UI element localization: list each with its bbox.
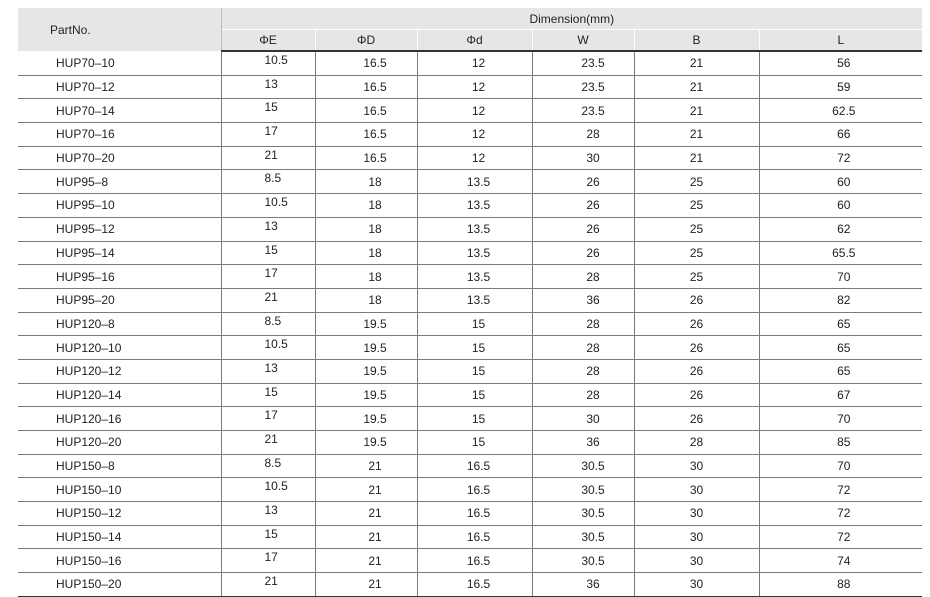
l-cell: 65 bbox=[759, 312, 922, 336]
w-cell: 23.5 bbox=[532, 75, 634, 99]
l-cell: 85 bbox=[759, 431, 922, 455]
phi-e-cell: 13 bbox=[221, 359, 315, 383]
b-cell: 30 bbox=[634, 502, 759, 526]
part-number-cell: HUP70–16 bbox=[18, 123, 221, 147]
part-number-cell: HUP120–20 bbox=[18, 431, 221, 455]
phi-d-cell: 18 bbox=[315, 265, 417, 289]
phi-d-cell: 18 bbox=[315, 217, 417, 241]
l-cell: 67 bbox=[759, 383, 922, 407]
table-row bbox=[18, 75, 922, 99]
l-cell: 66 bbox=[759, 123, 922, 147]
w-cell: 36 bbox=[532, 573, 634, 597]
part-number-cell: HUP70–20 bbox=[18, 146, 221, 170]
l-cell: 72 bbox=[759, 502, 922, 526]
phi-e-cell: 21 bbox=[221, 431, 315, 455]
table-row bbox=[18, 265, 922, 289]
l-cell: 60 bbox=[759, 170, 922, 194]
b-cell: 26 bbox=[634, 312, 759, 336]
w-cell: 28 bbox=[532, 383, 634, 407]
table-row bbox=[18, 478, 922, 502]
phi-small-d-cell: 12 bbox=[417, 146, 532, 170]
table-row bbox=[18, 383, 922, 407]
b-cell: 26 bbox=[634, 383, 759, 407]
part-number-cell: HUP120–12 bbox=[18, 359, 221, 383]
phi-e-cell: 10.5 bbox=[221, 51, 315, 75]
w-cell: 30.5 bbox=[532, 454, 634, 478]
phi-e-cell: 21 bbox=[221, 288, 315, 312]
w-cell: 30.5 bbox=[532, 502, 634, 526]
part-number-cell: HUP95–8 bbox=[18, 170, 221, 194]
l-cell: 60 bbox=[759, 194, 922, 218]
part-number-cell: HUP150–10 bbox=[18, 478, 221, 502]
w-cell: 30.5 bbox=[532, 525, 634, 549]
part-number-cell: HUP150–16 bbox=[18, 549, 221, 573]
phi-small-d-cell: 13.5 bbox=[417, 241, 532, 265]
table-row bbox=[18, 336, 922, 360]
part-number-cell: HUP120–10 bbox=[18, 336, 221, 360]
phi-small-d-cell: 15 bbox=[417, 336, 532, 360]
phi-e-cell: 15 bbox=[221, 99, 315, 123]
l-cell: 65 bbox=[759, 359, 922, 383]
phi-d-cell: 19.5 bbox=[315, 359, 417, 383]
phi-e-cell: 8.5 bbox=[221, 312, 315, 336]
table-row bbox=[18, 549, 922, 573]
phi-e-cell: 10.5 bbox=[221, 194, 315, 218]
w-cell: 26 bbox=[532, 241, 634, 265]
phi-d-cell: 19.5 bbox=[315, 312, 417, 336]
table-row bbox=[18, 51, 922, 75]
w-cell: 26 bbox=[532, 217, 634, 241]
phi-e-cell: 10.5 bbox=[221, 336, 315, 360]
l-cell: 62 bbox=[759, 217, 922, 241]
table-row bbox=[18, 454, 922, 478]
w-cell: 23.5 bbox=[532, 99, 634, 123]
b-cell: 25 bbox=[634, 265, 759, 289]
dimension-header: Dimension(mm) bbox=[221, 8, 922, 30]
phi-d-cell: 21 bbox=[315, 549, 417, 573]
l-cell: 82 bbox=[759, 288, 922, 312]
table-row bbox=[18, 502, 922, 526]
phi-e-cell: 15 bbox=[221, 383, 315, 407]
phi-small-d-cell: 13.5 bbox=[417, 217, 532, 241]
w-cell: 36 bbox=[532, 431, 634, 455]
phi-small-d-cell: 15 bbox=[417, 312, 532, 336]
phi-d-cell: 16.5 bbox=[315, 51, 417, 75]
phi-e-cell: 10.5 bbox=[221, 478, 315, 502]
phi-d-cell: 16.5 bbox=[315, 123, 417, 147]
w-cell: 26 bbox=[532, 170, 634, 194]
phi-d-cell: 21 bbox=[315, 525, 417, 549]
part-number-cell: HUP150–14 bbox=[18, 525, 221, 549]
phi-d-cell: 18 bbox=[315, 170, 417, 194]
phi-small-d-cell: 13.5 bbox=[417, 265, 532, 289]
column-header-phi-small-d: Φd bbox=[417, 30, 532, 52]
w-cell: 30 bbox=[532, 407, 634, 431]
b-cell: 25 bbox=[634, 217, 759, 241]
b-cell: 21 bbox=[634, 146, 759, 170]
part-number-cell: HUP120–14 bbox=[18, 383, 221, 407]
phi-d-cell: 16.5 bbox=[315, 99, 417, 123]
column-header-phi-d: ΦD bbox=[315, 30, 417, 52]
phi-e-cell: 13 bbox=[221, 217, 315, 241]
w-cell: 23.5 bbox=[532, 51, 634, 75]
l-cell: 62.5 bbox=[759, 99, 922, 123]
w-cell: 30.5 bbox=[532, 549, 634, 573]
phi-small-d-cell: 13.5 bbox=[417, 194, 532, 218]
phi-e-cell: 17 bbox=[221, 407, 315, 431]
part-number-cell: HUP70–10 bbox=[18, 51, 221, 75]
table-row bbox=[18, 194, 922, 218]
part-number-cell: HUP150–8 bbox=[18, 454, 221, 478]
table-row bbox=[18, 99, 922, 123]
b-cell: 21 bbox=[634, 51, 759, 75]
b-cell: 26 bbox=[634, 359, 759, 383]
phi-d-cell: 21 bbox=[315, 573, 417, 597]
phi-e-cell: 8.5 bbox=[221, 170, 315, 194]
phi-small-d-cell: 12 bbox=[417, 123, 532, 147]
phi-d-cell: 19.5 bbox=[315, 383, 417, 407]
phi-small-d-cell: 16.5 bbox=[417, 478, 532, 502]
w-cell: 28 bbox=[532, 312, 634, 336]
b-cell: 25 bbox=[634, 241, 759, 265]
table-row bbox=[18, 170, 922, 194]
column-header-l: L bbox=[759, 30, 922, 52]
l-cell: 65 bbox=[759, 336, 922, 360]
l-cell: 70 bbox=[759, 265, 922, 289]
b-cell: 25 bbox=[634, 194, 759, 218]
phi-d-cell: 19.5 bbox=[315, 431, 417, 455]
table-row bbox=[18, 407, 922, 431]
w-cell: 28 bbox=[532, 336, 634, 360]
l-cell: 74 bbox=[759, 549, 922, 573]
b-cell: 26 bbox=[634, 288, 759, 312]
dimension-table bbox=[18, 8, 922, 597]
phi-e-cell: 13 bbox=[221, 502, 315, 526]
w-cell: 30 bbox=[532, 146, 634, 170]
l-cell: 56 bbox=[759, 51, 922, 75]
b-cell: 30 bbox=[634, 478, 759, 502]
phi-e-cell: 15 bbox=[221, 525, 315, 549]
phi-e-cell: 15 bbox=[221, 241, 315, 265]
table-row bbox=[18, 146, 922, 170]
b-cell: 30 bbox=[634, 549, 759, 573]
b-cell: 28 bbox=[634, 431, 759, 455]
l-cell: 72 bbox=[759, 478, 922, 502]
phi-small-d-cell: 15 bbox=[417, 359, 532, 383]
phi-small-d-cell: 16.5 bbox=[417, 525, 532, 549]
table-row bbox=[18, 431, 922, 455]
b-cell: 21 bbox=[634, 99, 759, 123]
phi-small-d-cell: 15 bbox=[417, 407, 532, 431]
l-cell: 70 bbox=[759, 407, 922, 431]
l-cell: 59 bbox=[759, 75, 922, 99]
b-cell: 30 bbox=[634, 525, 759, 549]
phi-d-cell: 18 bbox=[315, 194, 417, 218]
table-row bbox=[18, 123, 922, 147]
l-cell: 88 bbox=[759, 573, 922, 597]
phi-small-d-cell: 15 bbox=[417, 383, 532, 407]
part-number-cell: HUP150–12 bbox=[18, 502, 221, 526]
phi-e-cell: 17 bbox=[221, 265, 315, 289]
phi-d-cell: 18 bbox=[315, 241, 417, 265]
phi-small-d-cell: 12 bbox=[417, 75, 532, 99]
phi-d-cell: 19.5 bbox=[315, 336, 417, 360]
phi-e-cell: 13 bbox=[221, 75, 315, 99]
column-header-w: W bbox=[532, 30, 634, 52]
phi-e-cell: 17 bbox=[221, 549, 315, 573]
l-cell: 72 bbox=[759, 525, 922, 549]
part-number-cell: HUP95–12 bbox=[18, 217, 221, 241]
w-cell: 28 bbox=[532, 123, 634, 147]
phi-e-cell: 8.5 bbox=[221, 454, 315, 478]
phi-small-d-cell: 13.5 bbox=[417, 288, 532, 312]
part-number-cell: HUP70–12 bbox=[18, 75, 221, 99]
b-cell: 30 bbox=[634, 573, 759, 597]
b-cell: 26 bbox=[634, 336, 759, 360]
phi-small-d-cell: 12 bbox=[417, 51, 532, 75]
b-cell: 21 bbox=[634, 75, 759, 99]
phi-small-d-cell: 15 bbox=[417, 431, 532, 455]
column-header-b: B bbox=[634, 30, 759, 52]
phi-d-cell: 21 bbox=[315, 502, 417, 526]
phi-small-d-cell: 16.5 bbox=[417, 502, 532, 526]
table-row bbox=[18, 573, 922, 597]
part-number-cell: HUP95–16 bbox=[18, 265, 221, 289]
part-number-cell: HUP95–10 bbox=[18, 194, 221, 218]
phi-d-cell: 16.5 bbox=[315, 75, 417, 99]
phi-small-d-cell: 16.5 bbox=[417, 573, 532, 597]
phi-d-cell: 16.5 bbox=[315, 146, 417, 170]
phi-small-d-cell: 13.5 bbox=[417, 170, 532, 194]
column-header-phi-e: ΦE bbox=[221, 30, 315, 52]
table-row bbox=[18, 525, 922, 549]
w-cell: 28 bbox=[532, 359, 634, 383]
part-number-cell: HUP95–14 bbox=[18, 241, 221, 265]
phi-e-cell: 21 bbox=[221, 146, 315, 170]
phi-small-d-cell: 16.5 bbox=[417, 454, 532, 478]
table-row bbox=[18, 241, 922, 265]
phi-d-cell: 21 bbox=[315, 454, 417, 478]
b-cell: 30 bbox=[634, 454, 759, 478]
w-cell: 36 bbox=[532, 288, 634, 312]
phi-d-cell: 21 bbox=[315, 478, 417, 502]
b-cell: 21 bbox=[634, 123, 759, 147]
phi-e-cell: 21 bbox=[221, 573, 315, 597]
part-number-cell: HUP150–20 bbox=[18, 573, 221, 597]
phi-small-d-cell: 16.5 bbox=[417, 549, 532, 573]
w-cell: 28 bbox=[532, 265, 634, 289]
b-cell: 25 bbox=[634, 170, 759, 194]
phi-e-cell: 17 bbox=[221, 123, 315, 147]
phi-d-cell: 19.5 bbox=[315, 407, 417, 431]
table-body bbox=[18, 51, 922, 596]
w-cell: 30.5 bbox=[532, 478, 634, 502]
part-number-cell: HUP120–8 bbox=[18, 312, 221, 336]
l-cell: 72 bbox=[759, 146, 922, 170]
part-number-cell: HUP120–16 bbox=[18, 407, 221, 431]
phi-small-d-cell: 12 bbox=[417, 99, 532, 123]
l-cell: 65.5 bbox=[759, 241, 922, 265]
table-row bbox=[18, 288, 922, 312]
part-number-cell: HUP70–14 bbox=[18, 99, 221, 123]
l-cell: 70 bbox=[759, 454, 922, 478]
b-cell: 26 bbox=[634, 407, 759, 431]
part-number-cell: HUP95–20 bbox=[18, 288, 221, 312]
table-row bbox=[18, 217, 922, 241]
w-cell: 26 bbox=[532, 194, 634, 218]
phi-d-cell: 18 bbox=[315, 288, 417, 312]
table-row bbox=[18, 312, 922, 336]
part-no-header: PartNo. bbox=[18, 8, 221, 51]
table-row bbox=[18, 359, 922, 383]
